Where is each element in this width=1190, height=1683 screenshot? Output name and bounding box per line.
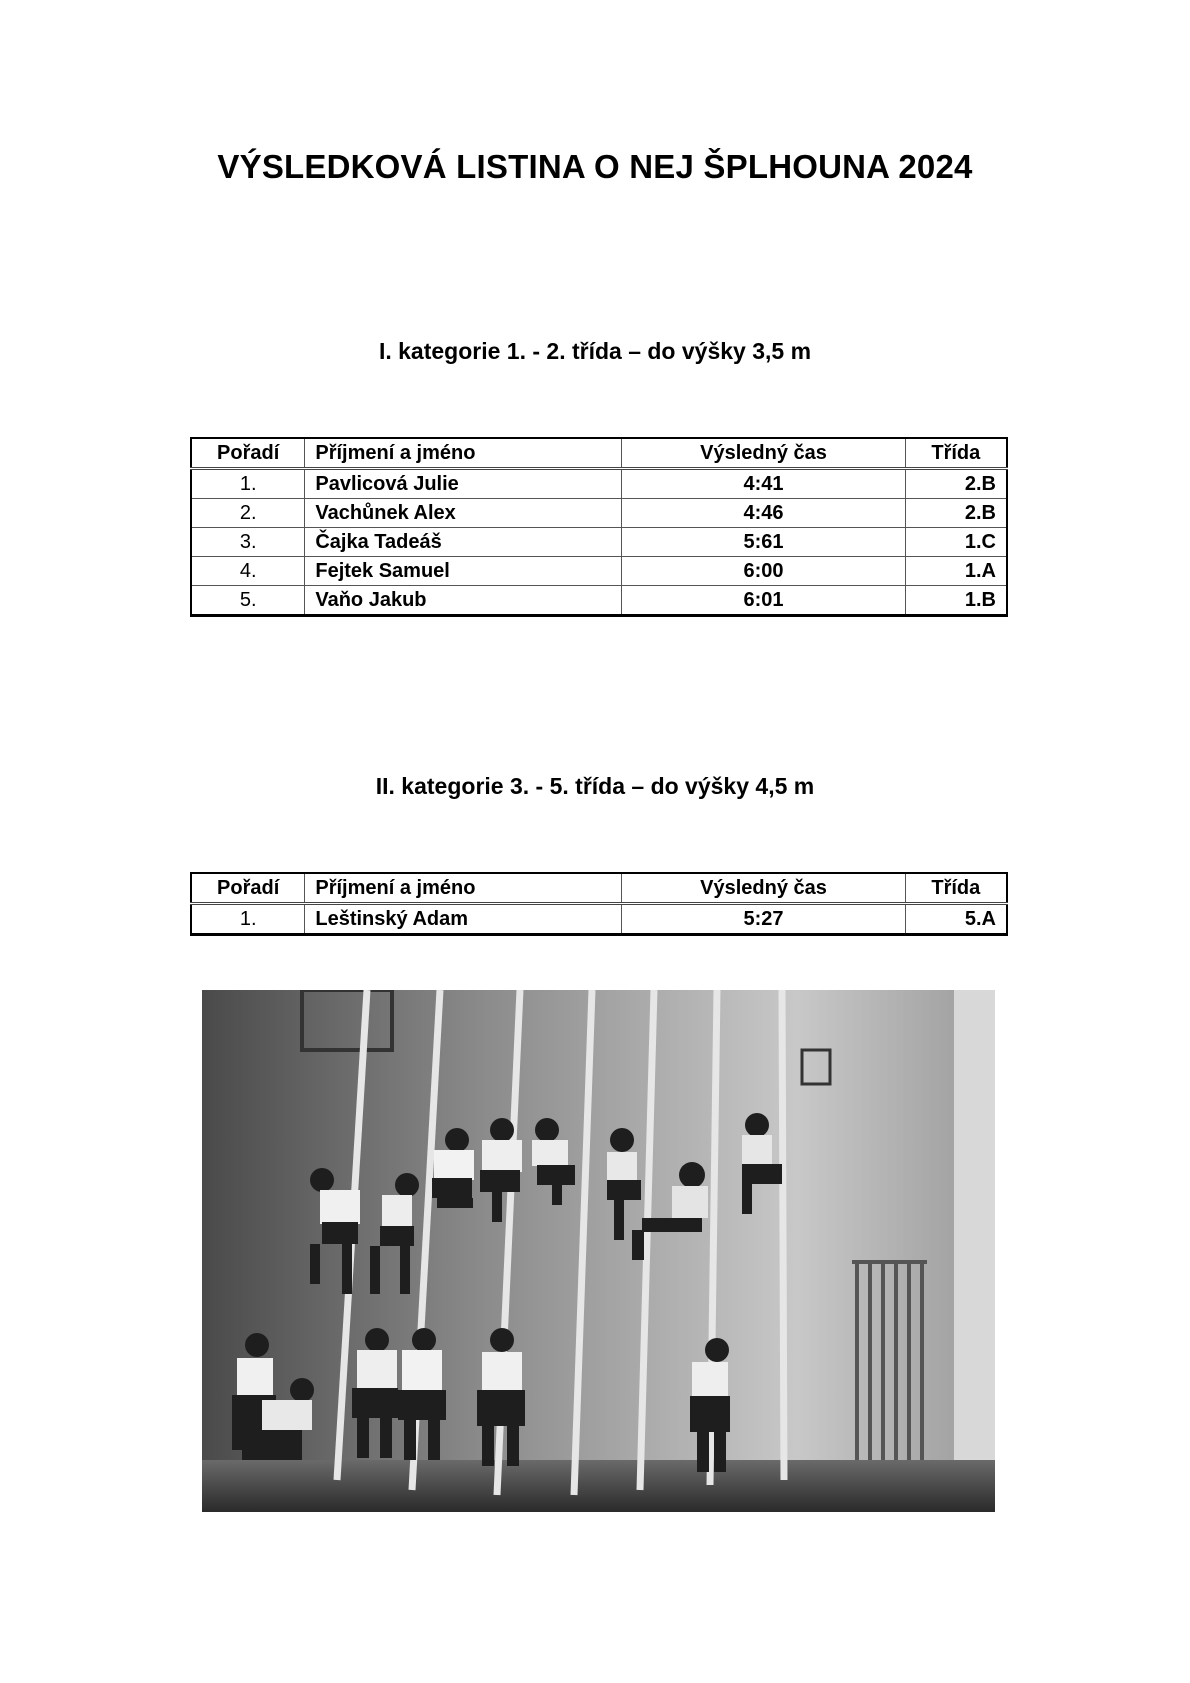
name-cell: Pavlicová Julie (305, 469, 622, 499)
rank-cell: 4. (191, 557, 305, 586)
rank-cell: 3. (191, 528, 305, 557)
class-cell: 1.C (905, 528, 1007, 557)
table-row (191, 469, 1007, 499)
class-cell: 5.A (905, 904, 1007, 935)
name-cell: Leštinský Adam (305, 904, 622, 935)
rope-climbing-photo (202, 990, 995, 1512)
name-cell: Vaňo Jakub (305, 586, 622, 616)
table-row (191, 499, 1007, 528)
column-header-class: Třída (905, 873, 1007, 904)
time-cell: 6:00 (622, 557, 905, 586)
column-header-name: Příjmení a jméno (305, 873, 622, 904)
class-cell: 2.B (905, 499, 1007, 528)
column-header-time: Výsledný čas (622, 438, 905, 469)
table-row (191, 528, 1007, 557)
table-row (191, 586, 1007, 616)
column-header-class: Třída (905, 438, 1007, 469)
table-header-row (191, 873, 1007, 904)
category-2-results-table (190, 872, 1008, 936)
table-row (191, 904, 1007, 935)
time-cell: 5:61 (622, 528, 905, 557)
class-cell: 1.A (905, 557, 1007, 586)
name-cell: Fejtek Samuel (305, 557, 622, 586)
category-2-heading: II. kategorie 3. - 5. třída – do výšky 4,5 m (375, 773, 815, 799)
class-cell: 1.B (905, 586, 1007, 616)
class-cell: 2.B (905, 469, 1007, 499)
rank-cell: 5. (191, 586, 305, 616)
time-cell: 6:01 (622, 586, 905, 616)
page-title: VÝSLEDKOVÁ LISTINA O NEJ ŠPLHOUNA 2024 (217, 148, 973, 185)
column-header-rank: Pořadí (191, 873, 305, 904)
time-cell: 5:27 (622, 904, 905, 935)
time-cell: 4:46 (622, 499, 905, 528)
rank-cell: 1. (191, 469, 305, 499)
table-row (191, 557, 1007, 586)
time-cell: 4:41 (622, 469, 905, 499)
column-header-time: Výsledný čas (622, 873, 905, 904)
column-header-rank: Pořadí (191, 438, 305, 469)
table-header-row (191, 438, 1007, 469)
category-1-heading: I. kategorie 1. - 2. třída – do výšky 3,5 m (378, 338, 812, 364)
name-cell: Čajka Tadeáš (305, 528, 622, 557)
rank-cell: 1. (191, 904, 305, 935)
rank-cell: 2. (191, 499, 305, 528)
column-header-name: Příjmení a jméno (305, 438, 622, 469)
name-cell: Vachůnek Alex (305, 499, 622, 528)
category-1-results-table (190, 437, 1008, 617)
